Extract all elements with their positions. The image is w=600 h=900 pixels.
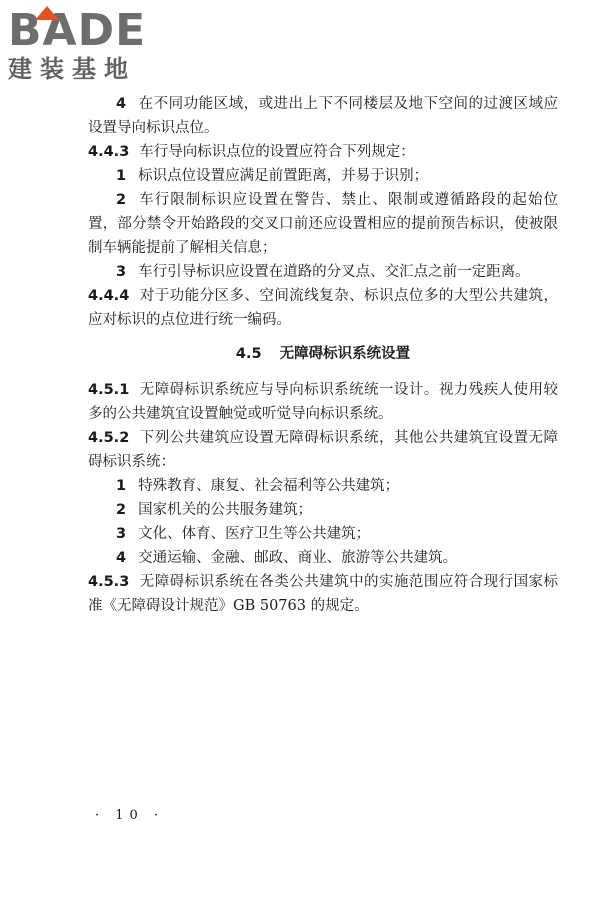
list-item: 4 在不同功能区域，或进出上下不同楼层及地下空间的过渡区域应设置导向标识点位。 xyxy=(88,96,558,136)
clause-4-5-2: 4.5.2 下列公共建筑应设置无障碍标识系统，其他公共建筑宜设置无障碍标识系统： xyxy=(88,430,558,470)
list-item: 1 特殊教育、康复、社会福利等公共建筑； xyxy=(116,478,400,494)
list-item: 4 交通运输、金融、邮政、商业、旅游等公共建筑。 xyxy=(116,550,458,566)
list-item: 1 标识点位设置应满足前置距离，并易于识别； xyxy=(116,168,429,184)
clause-4-4-3: 4.4.3 车行导向标识点位的设置应符合下列规定： xyxy=(88,144,415,160)
list-item: 3 文化、体育、医疗卫生等公共建筑； xyxy=(116,526,371,542)
logo-accent-triangle xyxy=(35,6,59,20)
list-item: 2 车行限制标识应设置在警告、禁止、限制或遵循路段的起始位置，部分禁令开始路段的交叉口前还应设置相应的提前预告标识，使被限制车辆能提前了解相关信息； xyxy=(88,192,558,256)
section-title-4-5: 4.5 无障碍标识系统设置 xyxy=(235,346,411,362)
logo-wordmark: BADE xyxy=(8,5,147,56)
list-item: 3 车行引导标识应设置在道路的分叉点、交汇点之前一定距离。 xyxy=(116,264,530,280)
bade-logo xyxy=(8,6,178,86)
clause-4-4-4: 4.4.4 对于功能分区多、空间流线复杂、标识点位多的大型公共建筑，应对标识的点位进行统一编码。 xyxy=(88,288,558,328)
clause-4-5-1: 4.5.1 无障碍标识系统应与导向标识系统统一设计。视力残疾人使用较多的公共建筑宜设置触觉或听觉导向标识系统。 xyxy=(88,382,558,422)
document-body xyxy=(88,92,558,618)
logo-subtitle: 建装基地 xyxy=(8,55,136,83)
list-item: 2 国家机关的公共服务建筑； xyxy=(116,502,313,518)
page-number: · 10 · xyxy=(95,808,165,823)
clause-4-5-3: 4.5.3 无障碍标识系统在各类公共建筑中的实施范围应符合现行国家标准《无障碍设计规范》GB 50763 的规定。 xyxy=(88,574,558,614)
